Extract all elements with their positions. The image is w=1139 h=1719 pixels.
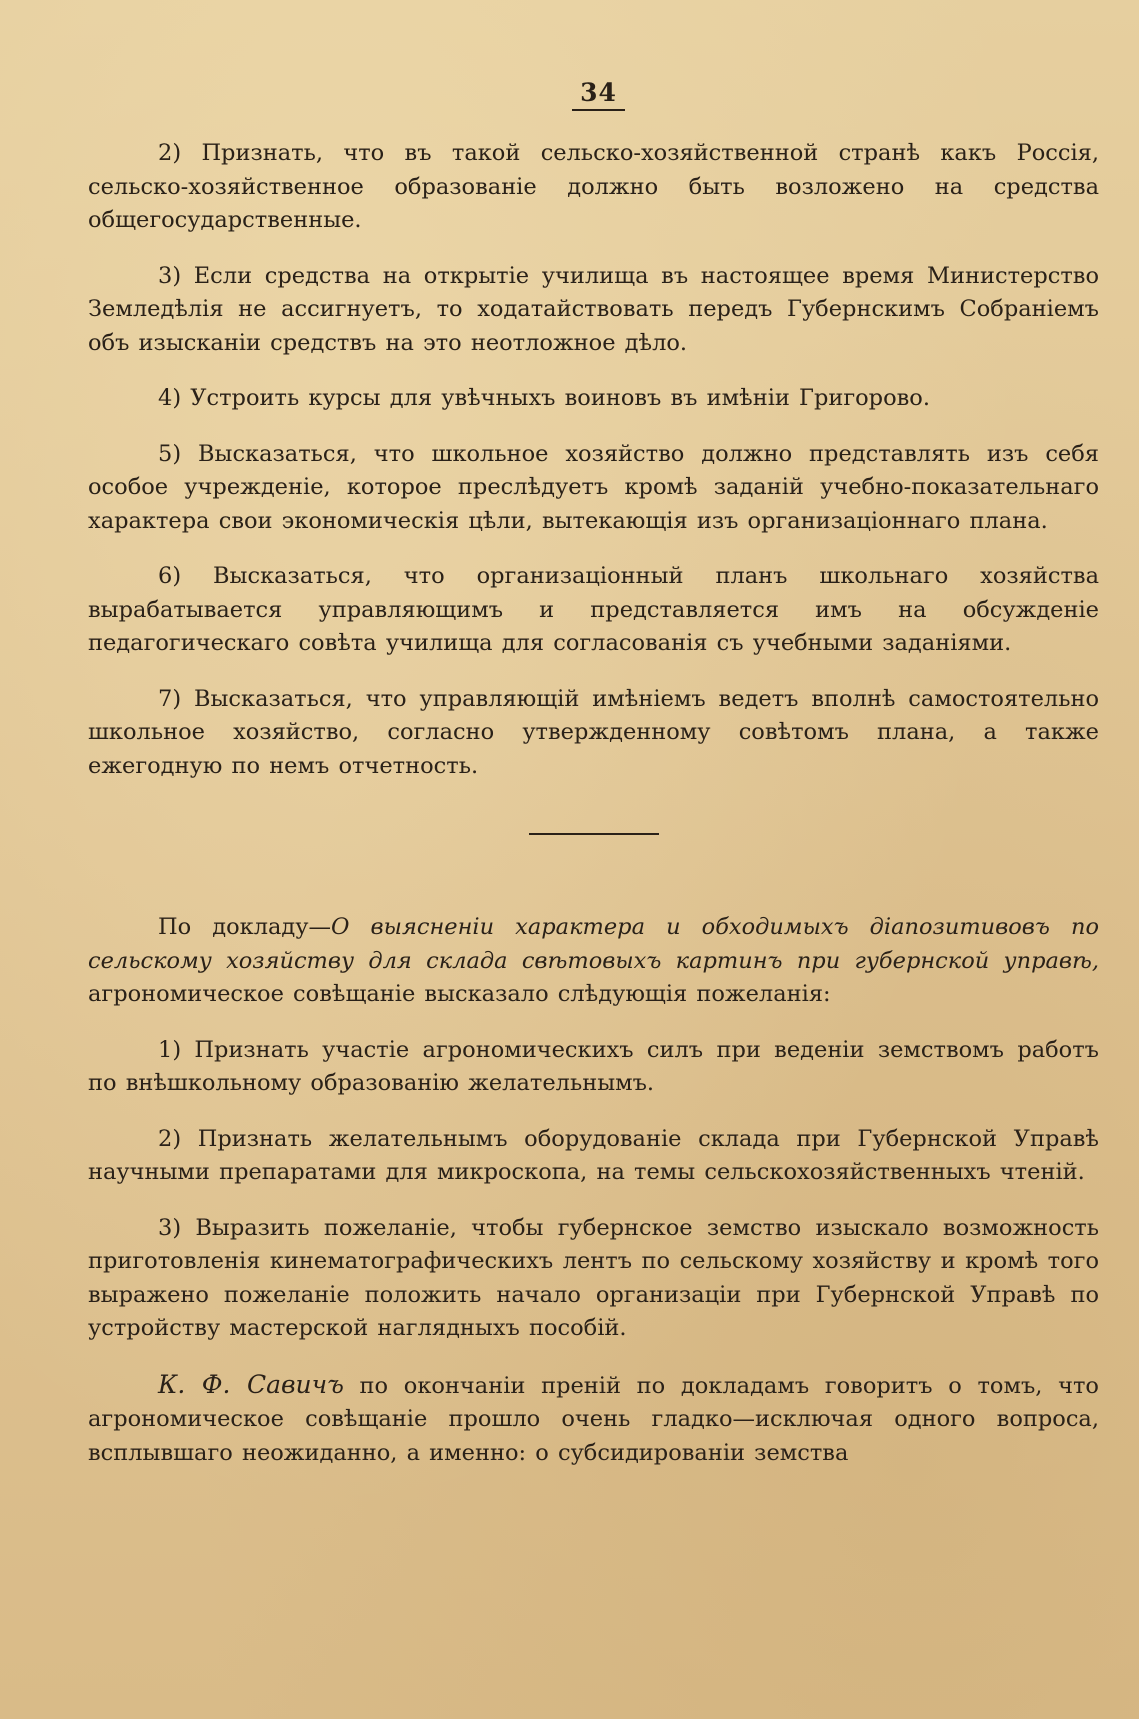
closing-paragraph	[88, 1368, 1099, 1471]
section-divider	[529, 833, 659, 835]
page-number: 34	[88, 78, 1099, 111]
wish-paragraph: 1) Признать участіе агрономическихъ силъ при веденіи земствомъ работъ по внѣшкольному образованію желательнымъ.	[88, 1036, 1099, 1096]
report-lead: По докладу—	[158, 914, 332, 940]
resolution-paragraph: 6) Высказаться, что организаціонный планъ школьнаго хозяйства вырабатывается управляющимъ и представляется имъ на обсужденіе педагогическаго совѣта училища для согласованія съ учебными заданіями.	[88, 563, 1099, 656]
report-paragraph	[88, 911, 1099, 1012]
report-tail: агрономическое совѣщаніе высказало слѣдующія пожеланія:	[88, 981, 831, 1007]
resolution-paragraph: 3) Если средства на открытіе училища въ настоящее время Министерство Земледѣлія не ассигнуетъ, то ходатайствовать передъ Губернскимъ Собраніемъ объ изысканіи средствъ на это неотложное дѣло.	[88, 262, 1099, 356]
resolution-paragraph: 7) Высказаться, что управляющій имѣніемъ ведетъ вполнѣ самостоятельно школьное хозяйство, согласно утвержденному совѣтомъ плана, а также ежегодную по немъ отчетность.	[88, 685, 1099, 779]
report-title: О выясненіи характера и обходимыхъ діапозитивовъ по сельскому хозяйству для склада свѣтовыхъ картинъ при губернской управѣ,	[88, 914, 1099, 974]
wish-paragraph: 3) Выразить пожеланіе, чтобы губернское земство изыскало возможность приготовленія кинематографическихъ лентъ по сельскому хозяйству и кромѣ того выражено пожеланіе положить начало организаціи при Губернской Управѣ по устройству мастерской наглядныхъ пособій.	[88, 1214, 1099, 1341]
resolution-paragraph: 2) Признать, что въ такой сельско-хозяйственной странѣ какъ Россія, сельско-хозяйственное образованіе должно быть возложено на средства общегосударственные.	[88, 140, 1099, 233]
resolution-paragraph: 4) Устроить курсы для увѣчныхъ воиновъ въ имѣніи Григорово.	[158, 385, 930, 411]
closing-text: по окончаніи преній по докладамъ говоритъ о томъ, что агрономическое совѣщаніе прошло очень гладко—исключая одного вопроса, всплывшаго неожиданно, а именно: о субсидированіи земства	[88, 1372, 1099, 1466]
wish-paragraph: 2) Признать желательнымъ оборудованіе склада при Губернской Управѣ научными препаратами для микроскопа, на темы сельскохозяйственныхъ чтеній.	[88, 1125, 1099, 1185]
speaker-name: К. Ф. Савичъ	[158, 1369, 344, 1399]
resolution-paragraph: 5) Высказаться, что школьное хозяйство должно представлять изъ себя особое учрежденіе, которое преслѣдуетъ кромѣ заданій учебно-показательнаго характера свои экономическія цѣли, вытекающія изъ организаціоннаго плана.	[88, 440, 1099, 534]
